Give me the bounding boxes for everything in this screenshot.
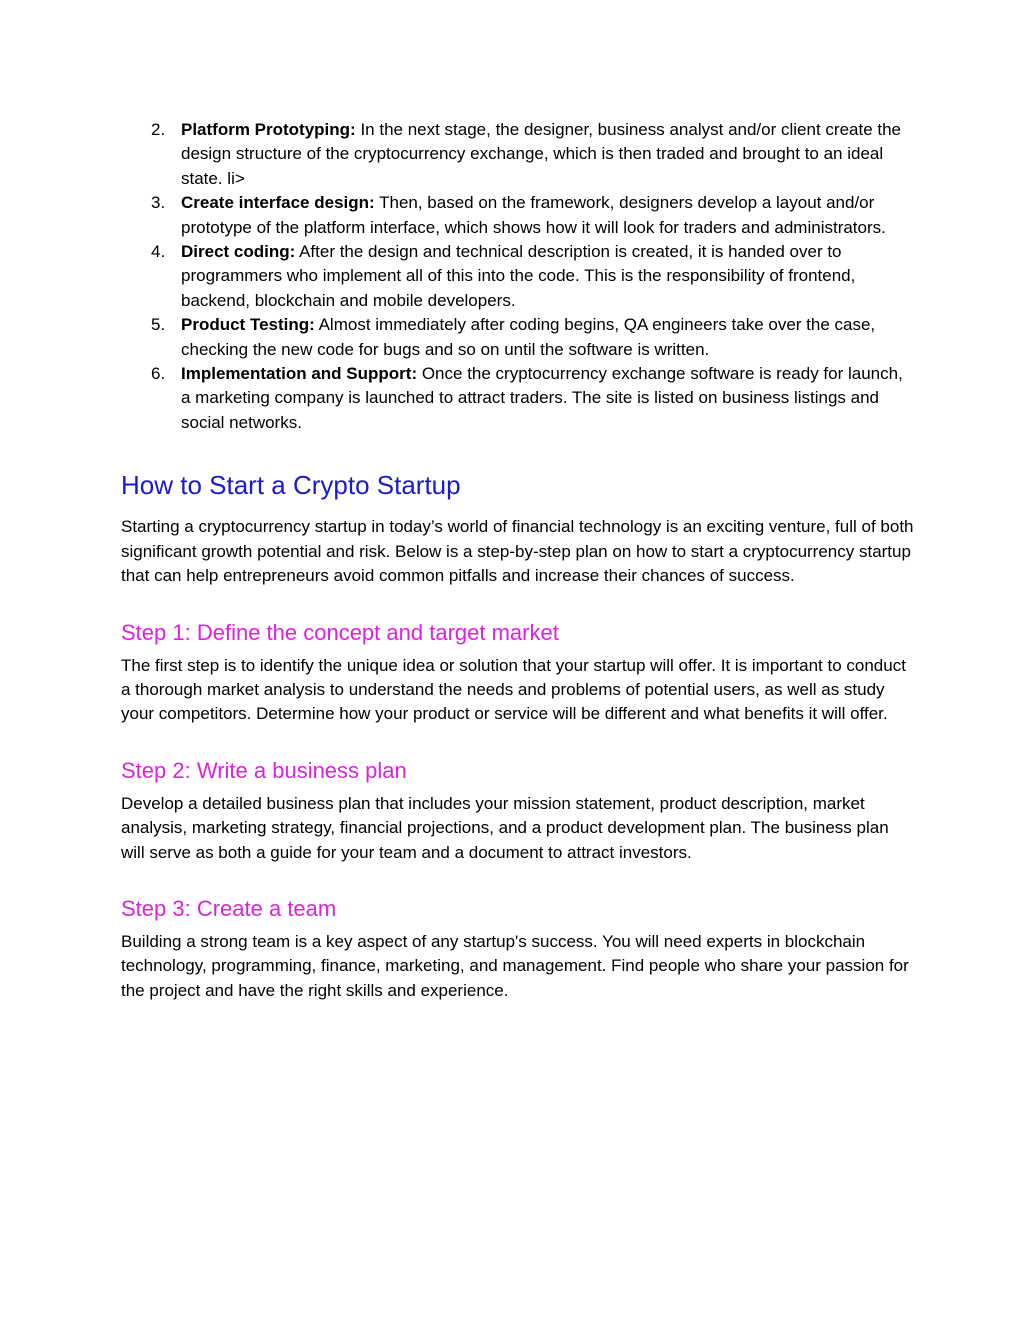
step-1-heading: Step 1: Define the concept and target market xyxy=(121,619,559,645)
list-item-title: Implementation and Support: xyxy=(181,364,418,384)
list-item-text: Then, based on the framework, designers develop a layout and/or prototype of the platform interface, which shows how it will look for traders and administrators. xyxy=(181,193,886,237)
list-item xyxy=(151,313,914,362)
list-item-number: 2. xyxy=(151,120,166,139)
development-stages-list xyxy=(121,118,914,435)
step-1-paragraph: The first step is to identify the unique idea or solution that your startup will offer. It is important to conduct a thorough market analysis to understand the needs and problems of potential users, as well as study your competitors. Determine how your product or service will be different and what benefits it will offer. xyxy=(121,655,906,724)
list-item xyxy=(151,240,914,313)
list-item xyxy=(151,191,914,240)
step-3-heading: Step 3: Create a team xyxy=(121,895,337,921)
list-item-title: Platform Prototyping: xyxy=(181,120,356,139)
list-item-number: 4. xyxy=(151,242,166,262)
list-item xyxy=(151,362,914,435)
step-2-paragraph: Develop a detailed business plan that includes your mission statement, product description, market analysis, marketing strategy, financial projections, and a product development plan. The business plan will serve as both a guide for your team and a document to attract investors. xyxy=(121,793,889,862)
list-item-text: After the design and technical description is created, it is handed over to programmers who implement all of this into the code. This is the responsibility of frontend, backend, blockchain and mobile developers. xyxy=(181,242,856,310)
list-item-number: 3. xyxy=(151,193,166,213)
list-item-title: Product Testing: xyxy=(181,315,315,335)
list-item-number: 5. xyxy=(151,315,166,335)
step-3-paragraph: Building a strong team is a key aspect of any startup's success. You will need experts in blockchain technology, programming, finance, marketing, and management. Find people who share your passion for the project and have the right skills and experience. xyxy=(121,931,909,1000)
list-item xyxy=(151,118,914,191)
list-item-number: 6. xyxy=(151,364,166,384)
list-item-text: Almost immediately after coding begins, QA engineers take over the case, checking the new code for bugs and so on until the software is written. xyxy=(181,315,876,359)
list-item-text: Once the cryptocurrency exchange software is ready for launch, a marketing company is launched to attract traders. The site is listed on business listings and social networks. xyxy=(181,364,903,432)
section-heading: How to Start a Crypto Startup xyxy=(121,470,461,501)
list-item-text: In the next stage, the designer, business analyst and/or client create the design structure of the cryptocurrency exchange, which is then traded and brought to an ideal state. li> xyxy=(181,120,902,188)
step-2-heading: Step 2: Write a business plan xyxy=(121,757,407,783)
list-item-title: Create interface design: xyxy=(181,193,375,213)
list-item-title: Direct coding: xyxy=(181,242,296,262)
section-intro-paragraph: Starting a cryptocurrency startup in today’s world of financial technology is an exciting venture, full of both significant growth potential and risk. Below is a step-by-step plan on how to start a cryptocurrency startup that can help entrepreneurs avoid common pitfalls and increase their chances of success. xyxy=(121,517,914,586)
